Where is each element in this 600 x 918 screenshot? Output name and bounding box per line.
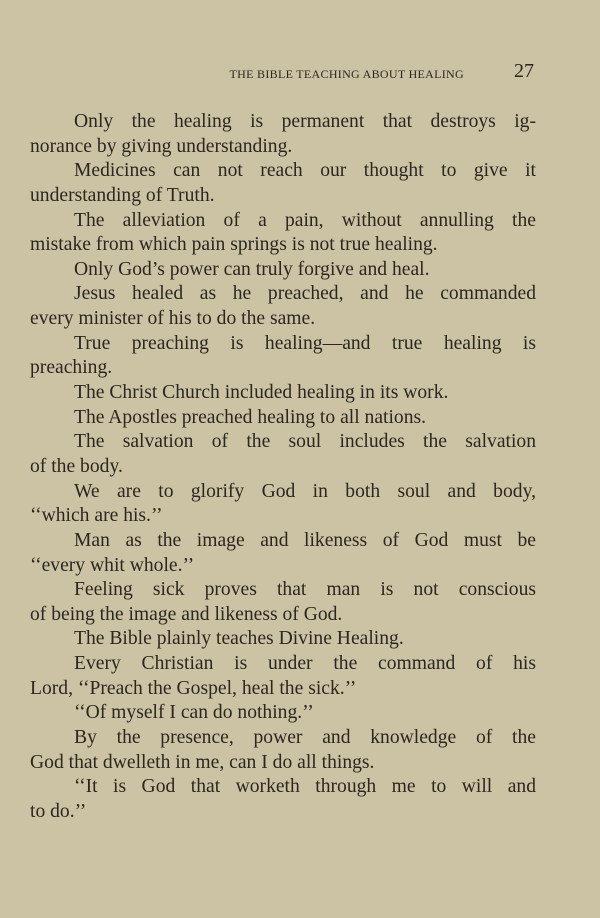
paragraph: [30, 258, 536, 283]
paragraph: [30, 332, 536, 381]
text-line: understanding of Truth.: [30, 184, 215, 206]
text-line: Jesus healed as he preached, and he commanded: [74, 283, 536, 305]
text-line: Lord, ‘‘Preach the Gospel, heal the sick.’’: [30, 677, 357, 699]
paragraph: [30, 406, 536, 431]
text-line: ‘‘every whit whole.’’: [30, 554, 195, 576]
text-line: preaching.: [30, 357, 113, 379]
text-line: Medicines can not reach our thought to give it: [74, 160, 536, 182]
text-line: mistake from which pain springs is not true healing.: [30, 234, 438, 256]
text-line: The Bible plainly teaches Divine Healing.: [74, 628, 404, 650]
page-header: [0, 62, 600, 86]
paragraph: [30, 480, 536, 529]
text-line: The Christ Church included healing in its work.: [74, 382, 449, 404]
text-line: of the body.: [30, 455, 123, 477]
text-line: The alleviation of a pain, without annulling the: [74, 209, 536, 231]
text-line: We are to glorify God in both soul and body,: [74, 480, 536, 502]
paragraph: [30, 209, 536, 258]
text-line: Every Christian is under the command of his: [74, 653, 536, 675]
text-line: of being the image and likeness of God.: [30, 603, 343, 625]
text-line: to do.’’: [30, 800, 87, 822]
text-line: ‘‘It is God that worketh through me to will and: [74, 776, 536, 798]
text-line: True preaching is healing—and true healing is: [74, 332, 536, 354]
page-number: 27: [514, 60, 534, 82]
paragraph: [30, 701, 536, 726]
paragraph: [30, 381, 536, 406]
text-line: Man as the image and likeness of God must be: [74, 529, 536, 551]
paragraph: [30, 282, 536, 331]
running-title: THE BIBLE TEACHING ABOUT HEALING: [229, 67, 464, 81]
text-line: Feeling sick proves that man is not conscious: [74, 579, 536, 601]
text-line: Only the healing is permanent that destroys ig-: [74, 111, 536, 132]
text-line: God that dwelleth in me, can I do all things.: [30, 751, 375, 773]
paragraph: [30, 110, 536, 159]
paragraph: [30, 652, 536, 701]
paragraph: [30, 627, 536, 652]
paragraph: [30, 578, 536, 627]
text-line: Only God’s power can truly forgive and heal.: [74, 258, 430, 280]
paragraph: [30, 159, 536, 208]
paragraph: [30, 775, 536, 824]
text-line: ‘‘Of myself I can do nothing.’’: [74, 702, 314, 724]
paragraph: [30, 529, 536, 578]
text-line: ‘‘which are his.’’: [30, 505, 163, 527]
paragraph: [30, 726, 536, 775]
text-line: The salvation of the soul includes the salvation: [74, 431, 536, 453]
text-line: By the presence, power and knowledge of the: [74, 727, 536, 749]
text-line: The Apostles preached healing to all nations.: [74, 406, 427, 428]
text-line: norance by giving understanding.: [30, 135, 293, 157]
paragraph: [30, 430, 536, 479]
page-body: [30, 110, 536, 825]
text-line: every minister of his to do the same.: [30, 308, 316, 330]
